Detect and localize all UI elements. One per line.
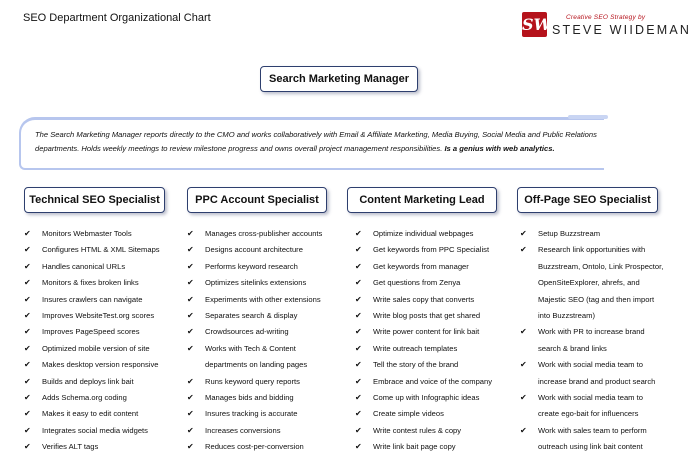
checkmark-icon: ✔ <box>187 392 194 402</box>
column-header-content-marketing <box>347 187 497 213</box>
checkmark-icon: ✔ <box>355 294 362 304</box>
checkmark-icon: ✔ <box>520 327 527 337</box>
list-item-text: Reduces cost-per-conversion <box>205 442 304 452</box>
list-item <box>355 390 492 406</box>
brand-logo <box>522 12 692 40</box>
list-item-text: Write outreach templates <box>373 343 458 353</box>
manager-title: Search Marketing Manager <box>269 73 409 85</box>
list-item <box>520 423 663 439</box>
checkmark-icon: ✔ <box>187 245 194 255</box>
column-list-off-page-seo <box>520 226 663 455</box>
column-title: Off-Page SEO Specialist <box>524 194 651 206</box>
list-item-text: Configures HTML & XML Sitemaps <box>42 245 160 255</box>
checkmark-icon: ✔ <box>187 442 194 452</box>
list-item-text: Optimizes sitelinks extensions <box>205 278 307 288</box>
list-item <box>187 242 322 258</box>
page-title: SEO Department Organizational Chart <box>23 12 211 24</box>
list-item-text: Embrace and voice of the company <box>373 376 493 386</box>
column-title: Content Marketing Lead <box>359 194 485 206</box>
checkmark-icon: ✔ <box>355 261 362 271</box>
list-item <box>520 242 663 258</box>
list-item <box>24 357 160 373</box>
list-item <box>24 308 160 324</box>
list-item <box>24 324 160 340</box>
list-item-text: Insures tracking is accurate <box>205 409 298 419</box>
list-item <box>355 341 492 357</box>
manager-description-panel <box>19 117 604 170</box>
checkmark-icon: ✔ <box>355 229 362 238</box>
checkmark-icon: ✔ <box>355 360 362 370</box>
checkmark-icon: ✔ <box>355 376 362 386</box>
list-item-text: outreach using link bait content <box>538 442 643 452</box>
list-item <box>24 406 160 422</box>
list-item-continuation <box>520 341 663 357</box>
list-item-continuation <box>520 374 663 390</box>
list-item <box>355 374 492 390</box>
list-item-text: Insures crawlers can navigate <box>42 294 143 304</box>
list-item-text: Makes it easy to edit content <box>42 409 139 419</box>
list-item <box>355 226 492 242</box>
list-item <box>187 390 322 406</box>
checkmark-icon: ✔ <box>355 245 362 255</box>
list-item <box>355 259 492 275</box>
list-item-text: Manages bids and bidding <box>205 392 294 402</box>
checkmark-icon: ✔ <box>24 229 31 238</box>
list-item <box>355 308 492 324</box>
list-item-continuation <box>520 292 663 308</box>
column-header-technical-seo <box>24 187 165 213</box>
checkmark-icon: ✔ <box>520 245 527 255</box>
list-item-text: Makes desktop version responsive <box>42 360 159 370</box>
checkmark-icon: ✔ <box>187 425 194 435</box>
list-item-text: Write power content for link bait <box>373 327 480 337</box>
list-item <box>355 406 492 422</box>
list-item-text: Get keywords from manager <box>373 261 469 271</box>
checkmark-icon: ✔ <box>187 376 194 386</box>
list-item-text: Adds Schema.org coding <box>42 392 127 402</box>
list-item <box>355 439 492 455</box>
list-item <box>355 242 492 258</box>
manager-description-emphasis: Is a genius with web analytics. <box>444 144 555 153</box>
list-item <box>520 357 663 373</box>
checkmark-icon: ✔ <box>24 425 31 435</box>
list-item-text: Setup Buzzstream <box>538 229 601 238</box>
checkmark-icon: ✔ <box>187 261 194 271</box>
list-item-text: Work with social media team to <box>538 360 643 370</box>
list-item-continuation <box>520 439 663 455</box>
manager-description-text: The Search Marketing Manager reports directly to the CMO and works collaboratively with Email & Affiliate Marketing, Media Buying, Social Media and Public Relations departments. Holds weekly meetings to review milestone progress and owns overall project management responsibilities. <box>35 130 597 153</box>
list-item-text: search & brand links <box>538 343 607 353</box>
logo-mark-icon: SW <box>522 12 547 37</box>
checkmark-icon: ✔ <box>355 310 362 320</box>
checkmark-icon: ✔ <box>520 392 527 402</box>
list-item-text: Runs keyword query reports <box>205 376 300 386</box>
checkmark-icon: ✔ <box>24 245 31 255</box>
list-item-text: Manages cross-publisher accounts <box>205 229 323 238</box>
list-item <box>24 374 160 390</box>
list-item-text: Get questions from Zenya <box>373 278 461 288</box>
list-item <box>520 324 663 340</box>
list-item-text: Separates search & display <box>205 310 298 320</box>
list-item-text: Write contest rules & copy <box>373 425 462 435</box>
list-item-text: Improves WebsiteTest.org scores <box>42 310 155 320</box>
list-item-text: Create simple videos <box>373 409 444 419</box>
list-item-continuation <box>520 275 663 291</box>
list-item-continuation <box>520 406 663 422</box>
checkmark-icon: ✔ <box>187 409 194 419</box>
list-item-continuation <box>520 259 663 275</box>
list-item <box>24 439 160 455</box>
checkmark-icon: ✔ <box>520 425 527 435</box>
list-item-text: Experiments with other extensions <box>205 294 321 304</box>
manager-description <box>35 128 625 156</box>
list-item-text: Come up with Infographic ideas <box>373 392 480 402</box>
list-item-text: Handles canonical URLs <box>42 261 126 271</box>
checkmark-icon: ✔ <box>355 278 362 288</box>
list-item <box>24 423 160 439</box>
list-item <box>24 242 160 258</box>
checkmark-icon: ✔ <box>520 229 527 238</box>
list-item-text: Research link opportunities with <box>538 245 646 255</box>
checkmark-icon: ✔ <box>355 392 362 402</box>
column-header-ppc <box>187 187 327 213</box>
list-item <box>355 324 492 340</box>
list-item <box>187 439 322 455</box>
checkmark-icon: ✔ <box>187 327 194 337</box>
checkmark-icon: ✔ <box>187 310 194 320</box>
column-header-off-page-seo <box>517 187 658 213</box>
list-item <box>520 226 663 242</box>
list-item <box>187 308 322 324</box>
checkmark-icon: ✔ <box>24 343 31 353</box>
list-item-text: Optimize individual webpages <box>373 229 474 238</box>
list-item <box>355 275 492 291</box>
checkmark-icon: ✔ <box>355 442 362 452</box>
checkmark-icon: ✔ <box>355 327 362 337</box>
list-item-text: Integrates social media widgets <box>42 425 148 435</box>
list-item <box>520 390 663 406</box>
list-item <box>187 324 322 340</box>
checkmark-icon: ✔ <box>187 294 194 304</box>
list-item-text: Monitors & fixes broken links <box>42 278 139 288</box>
checkmark-icon: ✔ <box>355 409 362 419</box>
list-item <box>355 357 492 373</box>
checkmark-icon: ✔ <box>24 409 31 419</box>
checkmark-icon: ✔ <box>24 294 31 304</box>
column-list-ppc <box>187 226 322 455</box>
list-item-text: Work with sales team to perform <box>538 425 647 435</box>
checkmark-icon: ✔ <box>520 360 527 370</box>
checkmark-icon: ✔ <box>24 360 31 370</box>
list-item <box>24 275 160 291</box>
column-title: PPC Account Specialist <box>195 194 319 206</box>
logo-tagline: Creative SEO Strategy by <box>566 14 646 21</box>
checkmark-icon: ✔ <box>187 278 194 288</box>
list-item-text: OpenSiteExplorer, ahrefs, and <box>538 278 640 288</box>
list-item-text: Work with social media team to <box>538 392 643 402</box>
list-item-text: Optimized mobile version of site <box>42 343 150 353</box>
list-item <box>24 259 160 275</box>
list-item-text: Improves PageSpeed scores <box>42 327 140 337</box>
checkmark-icon: ✔ <box>24 278 31 288</box>
list-item-text: into Buzzstream) <box>538 310 595 320</box>
list-item <box>187 275 322 291</box>
checkmark-icon: ✔ <box>187 229 194 238</box>
checkmark-icon: ✔ <box>24 392 31 402</box>
checkmark-icon: ✔ <box>24 327 31 337</box>
list-item-text: Write link bait page copy <box>373 442 456 452</box>
checkmark-icon: ✔ <box>355 425 362 435</box>
list-item <box>24 341 160 357</box>
checkmark-icon: ✔ <box>24 261 31 271</box>
list-item-text: Majestic SEO (tag and then import <box>538 294 655 304</box>
logo-name: STEVE WIIDEMAN <box>552 23 692 37</box>
list-item-text: Get keywords from PPC Specialist <box>373 245 490 255</box>
list-item <box>187 341 322 357</box>
list-item-text: Monitors Webmaster Tools <box>42 229 132 238</box>
list-item-text: Write blog posts that get shared <box>373 310 481 320</box>
checkmark-icon: ✔ <box>187 343 194 353</box>
column-list-content-marketing <box>355 226 492 455</box>
list-item-text: Crowdsources ad-writing <box>205 327 289 337</box>
list-item-text: Work with PR to increase brand <box>538 327 645 337</box>
list-item <box>187 423 322 439</box>
list-item-text: increase brand and product search <box>538 376 656 386</box>
list-item-text: Verifies ALT tags <box>42 442 99 452</box>
list-item <box>187 226 322 242</box>
column-list-technical-seo <box>24 226 160 455</box>
list-item-continuation <box>187 357 322 373</box>
list-item-continuation <box>520 308 663 324</box>
list-item <box>24 292 160 308</box>
list-item <box>187 406 322 422</box>
list-item <box>187 374 322 390</box>
list-item <box>355 423 492 439</box>
checkmark-icon: ✔ <box>24 376 31 386</box>
list-item-text: Write sales copy that converts <box>373 294 475 304</box>
list-item-text: Designs account architecture <box>205 245 303 255</box>
list-item <box>355 292 492 308</box>
list-item-text: Increases conversions <box>205 425 281 435</box>
list-item <box>187 259 322 275</box>
list-item <box>24 390 160 406</box>
list-item-text: Tell the story of the brand <box>373 360 459 370</box>
checkmark-icon: ✔ <box>24 442 31 452</box>
list-item-text: create ego-bait for influencers <box>538 409 639 419</box>
list-item-text: Works with Tech & Content <box>205 343 296 353</box>
checkmark-icon: ✔ <box>355 343 362 353</box>
list-item-text: Buzzstream, Ontolo, Link Prospector, <box>538 261 664 271</box>
manager-box <box>260 66 418 92</box>
list-item <box>187 292 322 308</box>
list-item-text: Performs keyword research <box>205 261 298 271</box>
list-item <box>24 226 160 242</box>
checkmark-icon: ✔ <box>24 310 31 320</box>
list-item-text: departments on landing pages <box>205 360 308 370</box>
column-title: Technical SEO Specialist <box>29 194 160 206</box>
list-item-text: Builds and deploys link bait <box>42 376 134 386</box>
